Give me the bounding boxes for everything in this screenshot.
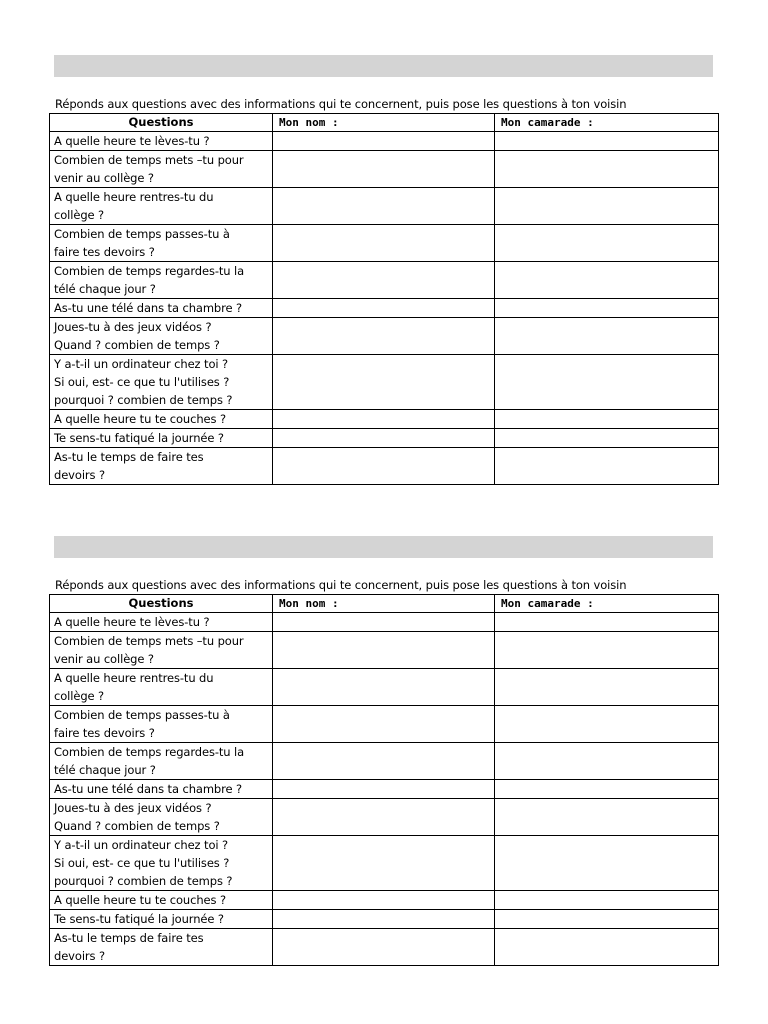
question-row — [50, 910, 719, 929]
classmate-answer-cell[interactable] — [495, 262, 719, 299]
classmate-answer-cell[interactable] — [495, 706, 719, 743]
question-line: A quelle heure rentres-tu du — [54, 671, 214, 685]
question-line: As-tu le temps de faire tes — [54, 931, 204, 945]
questions-header: Questions — [50, 595, 273, 613]
question-line: collège ? — [54, 208, 105, 222]
question-cell — [50, 743, 273, 780]
my-answer-cell[interactable] — [273, 410, 495, 429]
question-line: As-tu une télé dans ta chambre ? — [54, 782, 243, 796]
question-cell — [50, 706, 273, 743]
question-line: venir au collège ? — [54, 171, 154, 185]
worksheet-2 — [49, 536, 719, 966]
question-line: collège ? — [54, 689, 105, 703]
question-row — [50, 799, 719, 836]
question-row — [50, 669, 719, 706]
question-cell — [50, 799, 273, 836]
question-row — [50, 318, 719, 355]
question-line: Joues-tu à des jeux vidéos ? — [54, 320, 212, 334]
question-cell — [50, 891, 273, 910]
question-line: faire tes devoirs ? — [54, 726, 155, 740]
header-row — [50, 595, 719, 613]
question-cell — [50, 669, 273, 706]
questionnaire-table — [49, 113, 719, 485]
questionnaire-table — [49, 594, 719, 966]
question-line: Si oui, est- ce que tu l'utilises ? — [54, 856, 230, 870]
my-answer-cell[interactable] — [273, 225, 495, 262]
my-answer-cell[interactable] — [273, 891, 495, 910]
question-cell — [50, 929, 273, 966]
question-line: A quelle heure rentres-tu du — [54, 190, 214, 204]
question-cell — [50, 613, 273, 632]
question-line: Quand ? combien de temps ? — [54, 338, 220, 352]
question-cell — [50, 318, 273, 355]
question-row — [50, 299, 719, 318]
question-line: A quelle heure te lèves-tu ? — [54, 134, 210, 148]
question-line: Combien de temps passes-tu à — [54, 227, 230, 241]
classmate-answer-cell[interactable] — [495, 132, 719, 151]
question-cell — [50, 836, 273, 891]
title-bar — [54, 55, 713, 77]
my-answer-cell[interactable] — [273, 706, 495, 743]
my-answer-cell[interactable] — [273, 355, 495, 410]
my-answer-cell[interactable] — [273, 151, 495, 188]
my-answer-cell[interactable] — [273, 262, 495, 299]
question-cell — [50, 132, 273, 151]
my-answer-cell[interactable] — [273, 669, 495, 706]
classmate-answer-cell[interactable] — [495, 799, 719, 836]
question-row — [50, 448, 719, 485]
classmate-answer-cell[interactable] — [495, 188, 719, 225]
question-line: devoirs ? — [54, 949, 105, 963]
classmate-answer-cell[interactable] — [495, 613, 719, 632]
question-line: Combien de temps mets –tu pour — [54, 153, 244, 167]
classmate-answer-cell[interactable] — [495, 318, 719, 355]
question-cell — [50, 188, 273, 225]
question-line: devoirs ? — [54, 468, 105, 482]
my-answer-cell[interactable] — [273, 613, 495, 632]
question-cell — [50, 151, 273, 188]
question-line: Te sens-tu fatiqué la journée ? — [54, 912, 224, 926]
my-answer-cell[interactable] — [273, 799, 495, 836]
question-line: pourquoi ? combien de temps ? — [54, 393, 233, 407]
question-row — [50, 151, 719, 188]
my-answer-cell[interactable] — [273, 910, 495, 929]
question-row — [50, 410, 719, 429]
question-line: A quelle heure tu te couches ? — [54, 412, 226, 426]
question-line: As-tu une télé dans ta chambre ? — [54, 301, 243, 315]
question-line: A quelle heure tu te couches ? — [54, 893, 226, 907]
question-row — [50, 706, 719, 743]
question-cell — [50, 780, 273, 799]
question-row — [50, 891, 719, 910]
classmate-answer-cell[interactable] — [495, 910, 719, 929]
question-line: A quelle heure te lèves-tu ? — [54, 615, 210, 629]
question-row — [50, 780, 719, 799]
classmate-answer-cell[interactable] — [495, 299, 719, 318]
question-row — [50, 632, 719, 669]
classmate-header: Mon camarade : — [495, 595, 719, 613]
question-row — [50, 132, 719, 151]
question-row — [50, 225, 719, 262]
question-line: venir au collège ? — [54, 652, 154, 666]
classmate-answer-cell[interactable] — [495, 355, 719, 410]
question-row — [50, 613, 719, 632]
question-line: télé chaque jour ? — [54, 282, 156, 296]
my-name-header: Mon nom : — [273, 114, 495, 132]
question-line: Combien de temps mets –tu pour — [54, 634, 244, 648]
classmate-answer-cell[interactable] — [495, 929, 719, 966]
my-answer-cell[interactable] — [273, 836, 495, 891]
classmate-answer-cell[interactable] — [495, 151, 719, 188]
classmate-answer-cell[interactable] — [495, 836, 719, 891]
my-answer-cell[interactable] — [273, 429, 495, 448]
classmate-answer-cell[interactable] — [495, 632, 719, 669]
question-line: Te sens-tu fatiqué la journée ? — [54, 431, 224, 445]
my-answer-cell[interactable] — [273, 780, 495, 799]
classmate-answer-cell[interactable] — [495, 429, 719, 448]
classmate-answer-cell[interactable] — [495, 669, 719, 706]
question-line: Y a-t-il un ordinateur chez toi ? — [54, 838, 229, 852]
header-row — [50, 114, 719, 132]
question-line: Combien de temps regardes-tu la — [54, 745, 245, 759]
my-answer-cell[interactable] — [273, 318, 495, 355]
classmate-answer-cell[interactable] — [495, 891, 719, 910]
questions-header: Questions — [50, 114, 273, 132]
question-cell — [50, 429, 273, 448]
question-line: Combien de temps regardes-tu la — [54, 264, 245, 278]
question-line: pourquoi ? combien de temps ? — [54, 874, 233, 888]
my-answer-cell[interactable] — [273, 299, 495, 318]
question-row — [50, 836, 719, 891]
question-cell — [50, 262, 273, 299]
question-line: Y a-t-il un ordinateur chez toi ? — [54, 357, 229, 371]
classmate-answer-cell[interactable] — [495, 225, 719, 262]
my-answer-cell[interactable] — [273, 632, 495, 669]
my-name-header: Mon nom : — [273, 595, 495, 613]
my-answer-cell[interactable] — [273, 448, 495, 485]
question-line: Joues-tu à des jeux vidéos ? — [54, 801, 212, 815]
question-row — [50, 262, 719, 299]
classmate-header: Mon camarade : — [495, 114, 719, 132]
question-row — [50, 429, 719, 448]
instructions-text: Réponds aux questions avec des informations qui te concernent, puis pose les questions à ton voisin — [55, 578, 627, 592]
my-answer-cell[interactable] — [273, 188, 495, 225]
question-cell — [50, 632, 273, 669]
classmate-answer-cell[interactable] — [495, 410, 719, 429]
my-answer-cell[interactable] — [273, 132, 495, 151]
question-line: Combien de temps passes-tu à — [54, 708, 230, 722]
classmate-answer-cell[interactable] — [495, 448, 719, 485]
question-line: Quand ? combien de temps ? — [54, 819, 220, 833]
question-line: faire tes devoirs ? — [54, 245, 155, 259]
question-cell — [50, 355, 273, 410]
question-cell — [50, 448, 273, 485]
instructions-text: Réponds aux questions avec des informations qui te concernent, puis pose les questions à ton voisin — [55, 97, 627, 111]
question-cell — [50, 410, 273, 429]
question-line: Si oui, est- ce que tu l'utilises ? — [54, 375, 230, 389]
title-bar — [54, 536, 713, 558]
classmate-answer-cell[interactable] — [495, 780, 719, 799]
question-cell — [50, 910, 273, 929]
question-row — [50, 355, 719, 410]
classmate-answer-cell[interactable] — [495, 743, 719, 780]
question-row — [50, 188, 719, 225]
worksheet-1 — [49, 55, 719, 485]
question-cell — [50, 299, 273, 318]
my-answer-cell[interactable] — [273, 743, 495, 780]
question-line: télé chaque jour ? — [54, 763, 156, 777]
question-row — [50, 743, 719, 780]
question-row — [50, 929, 719, 966]
question-cell — [50, 225, 273, 262]
question-line: As-tu le temps de faire tes — [54, 450, 204, 464]
my-answer-cell[interactable] — [273, 929, 495, 966]
